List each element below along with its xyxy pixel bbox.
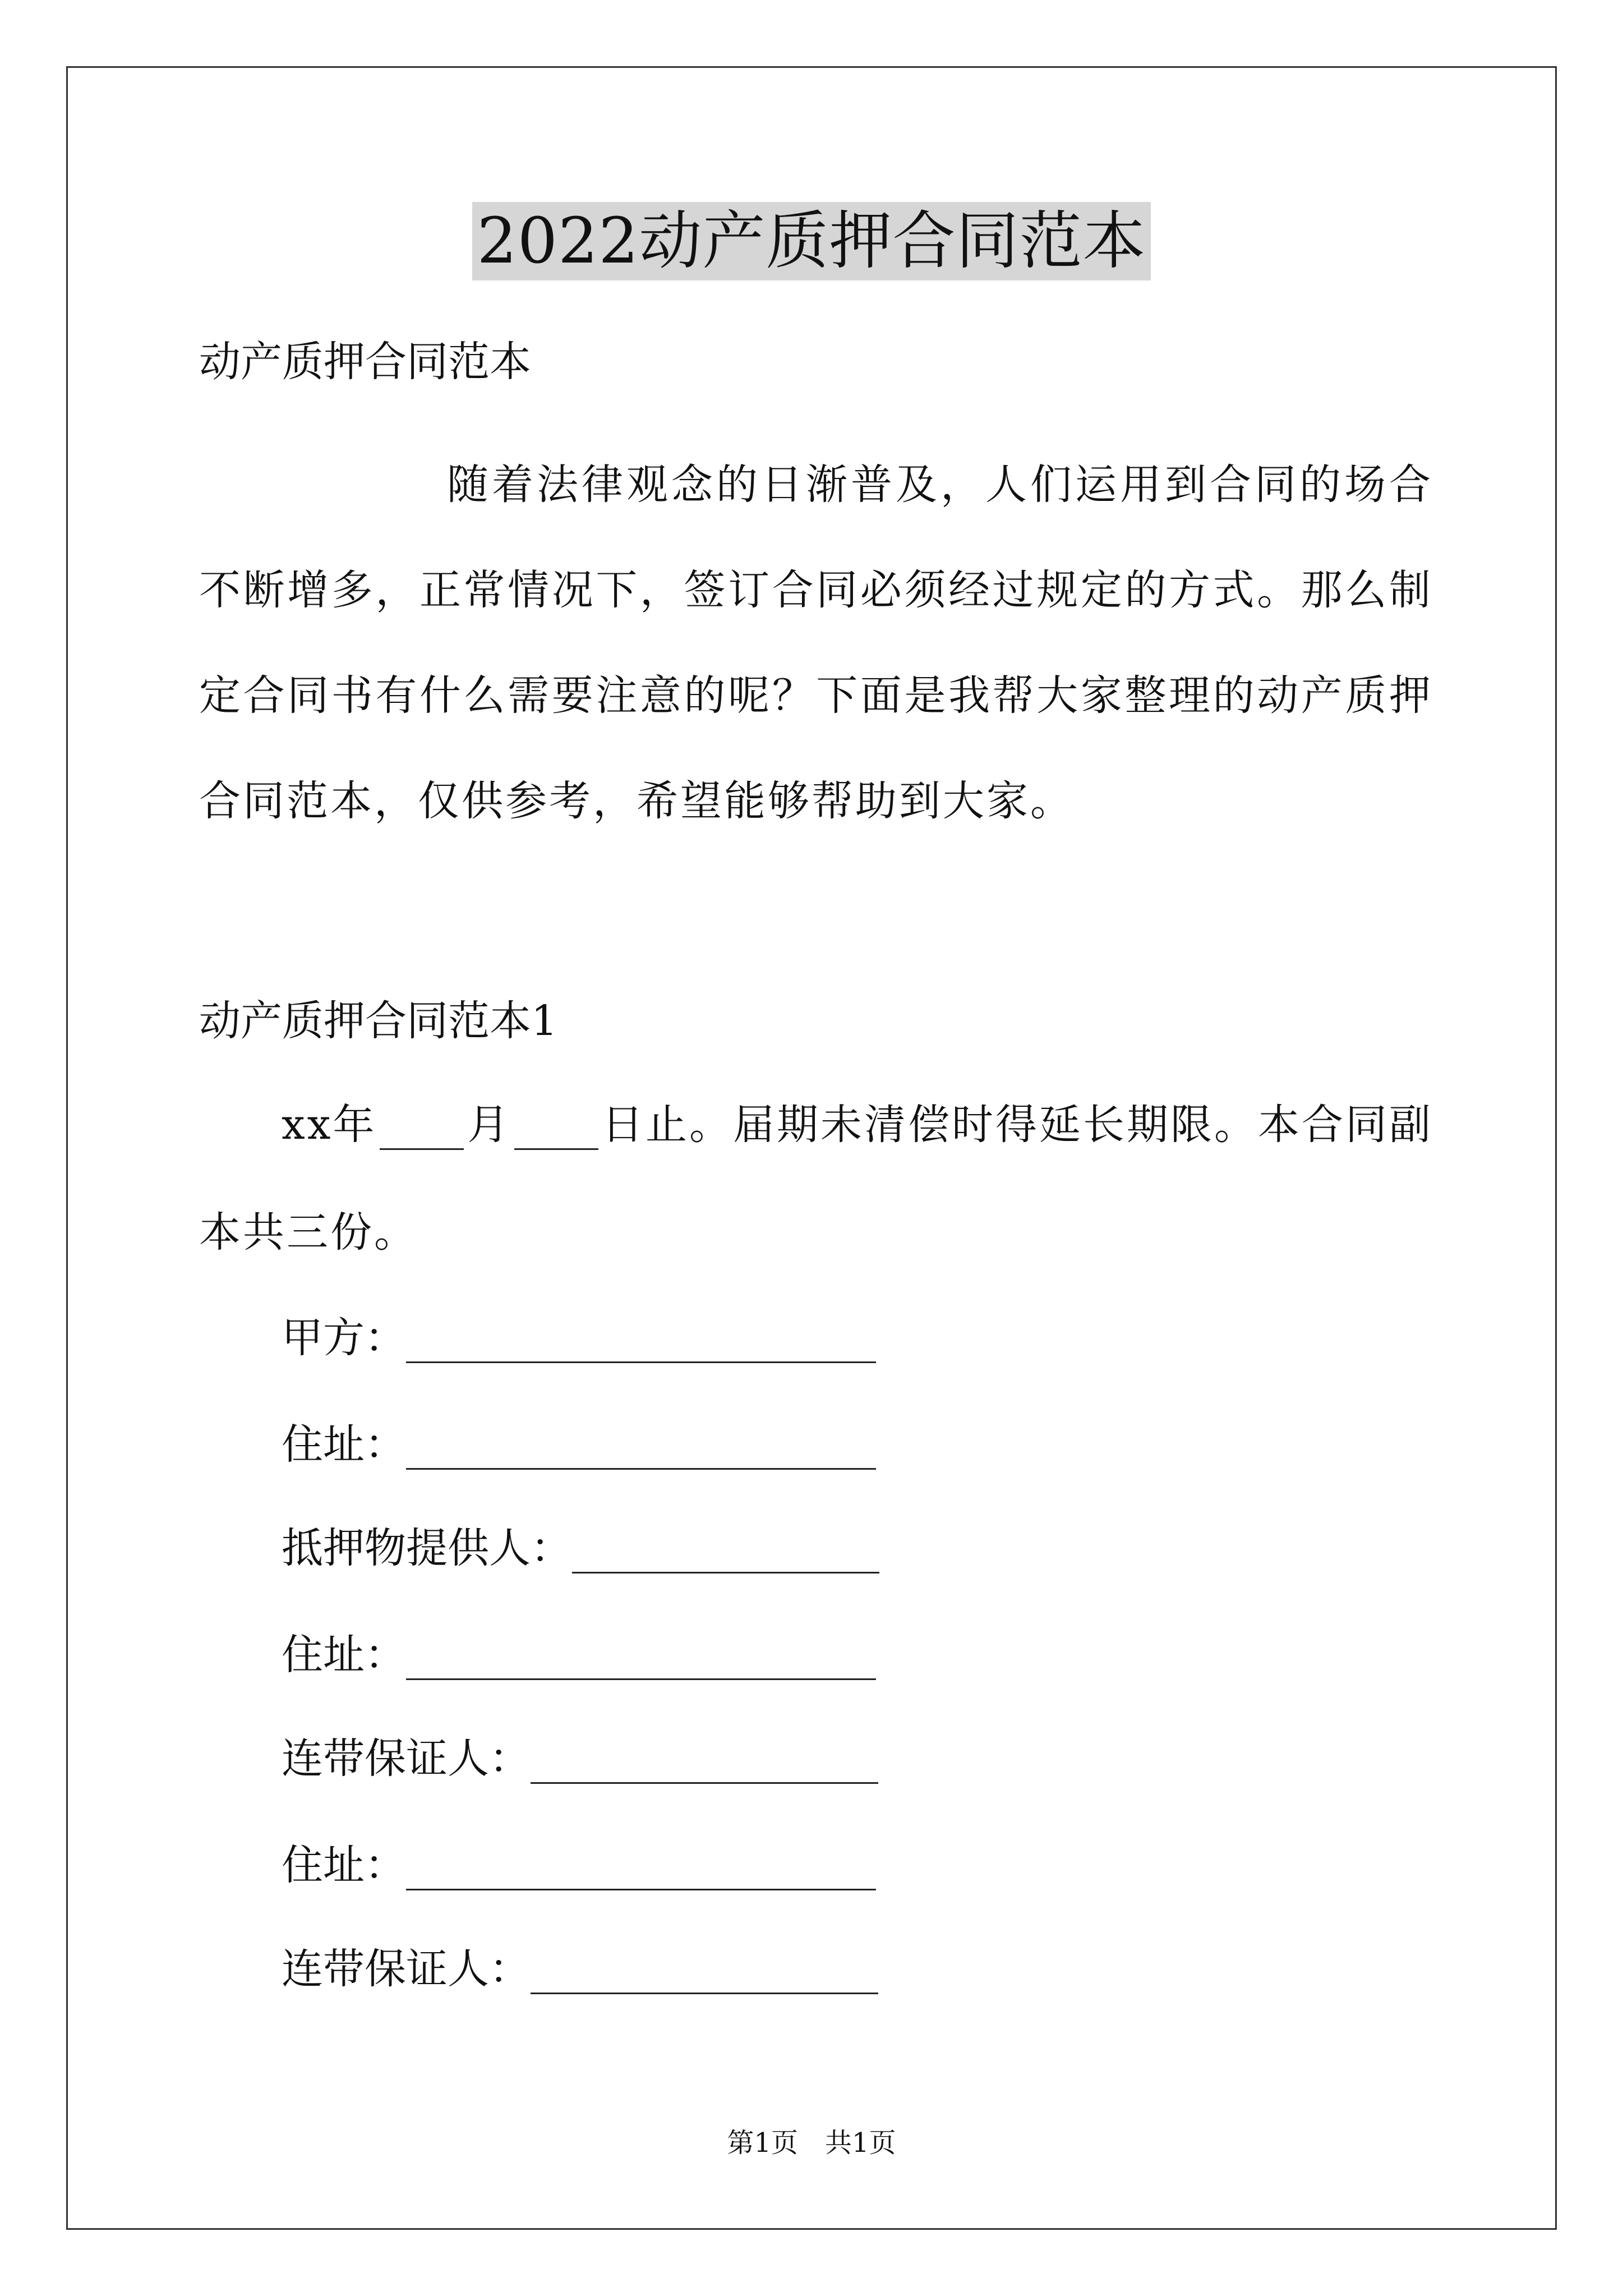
pledgor-field — [282, 1523, 879, 1573]
date-tail-text: 日止。届期未清偿时得延长期限。本合同副 — [602, 1101, 1433, 1149]
page-footer: 第1页 共1页 — [727, 2127, 896, 2159]
date-clause-continuation: 本共三份。 — [199, 1208, 418, 1257]
fill-in-line — [406, 1318, 876, 1363]
intro-paragraph — [199, 432, 1433, 854]
fill-in-line — [572, 1528, 879, 1573]
fill-in-line — [406, 1845, 876, 1890]
guarantor-field-1 — [282, 1733, 878, 1784]
fill-in-line — [406, 1635, 876, 1680]
fill-in-line — [531, 1949, 878, 1994]
date-month-text: 月 — [467, 1101, 511, 1149]
pledgor-address-field — [282, 1630, 876, 1680]
fill-in-line — [531, 1738, 878, 1784]
field-label: 连带保证人： — [282, 1734, 531, 1783]
month-blank-line — [380, 1105, 464, 1150]
day-blank-line — [514, 1105, 598, 1150]
party-a-address-field — [282, 1419, 876, 1470]
intro-text: 随着法律观念的日渐普及，人们运用到合同的场合不断增多，正常情况下，签订合同必须经过规定的方式。那么制定合同书有什么需要注意的呢？下面是我帮大家整理的动产质押合同范本，仅供参考，希望能够帮助到大家。 — [199, 461, 1433, 825]
date-clause — [282, 1099, 1433, 1150]
field-label: 连带保证人： — [282, 1945, 531, 1993]
field-label: 抵押物提供人： — [282, 1524, 572, 1572]
title-container — [0, 202, 1623, 280]
field-label: 住址： — [282, 1420, 406, 1469]
field-label: 住址： — [282, 1841, 406, 1889]
document-title: 2022动产质押合同范本 — [472, 202, 1150, 280]
party-a-field — [282, 1313, 876, 1363]
guarantor-field-2 — [282, 1944, 878, 1994]
section-heading: 动产质押合同范本1 — [199, 997, 558, 1045]
guarantor-address-field — [282, 1840, 876, 1890]
document-subtitle: 动产质押合同范本 — [199, 338, 531, 386]
field-label: 住址： — [282, 1631, 406, 1679]
date-year-text: xx年 — [282, 1101, 377, 1149]
fill-in-line — [406, 1424, 876, 1470]
field-label: 甲方： — [282, 1314, 406, 1362]
